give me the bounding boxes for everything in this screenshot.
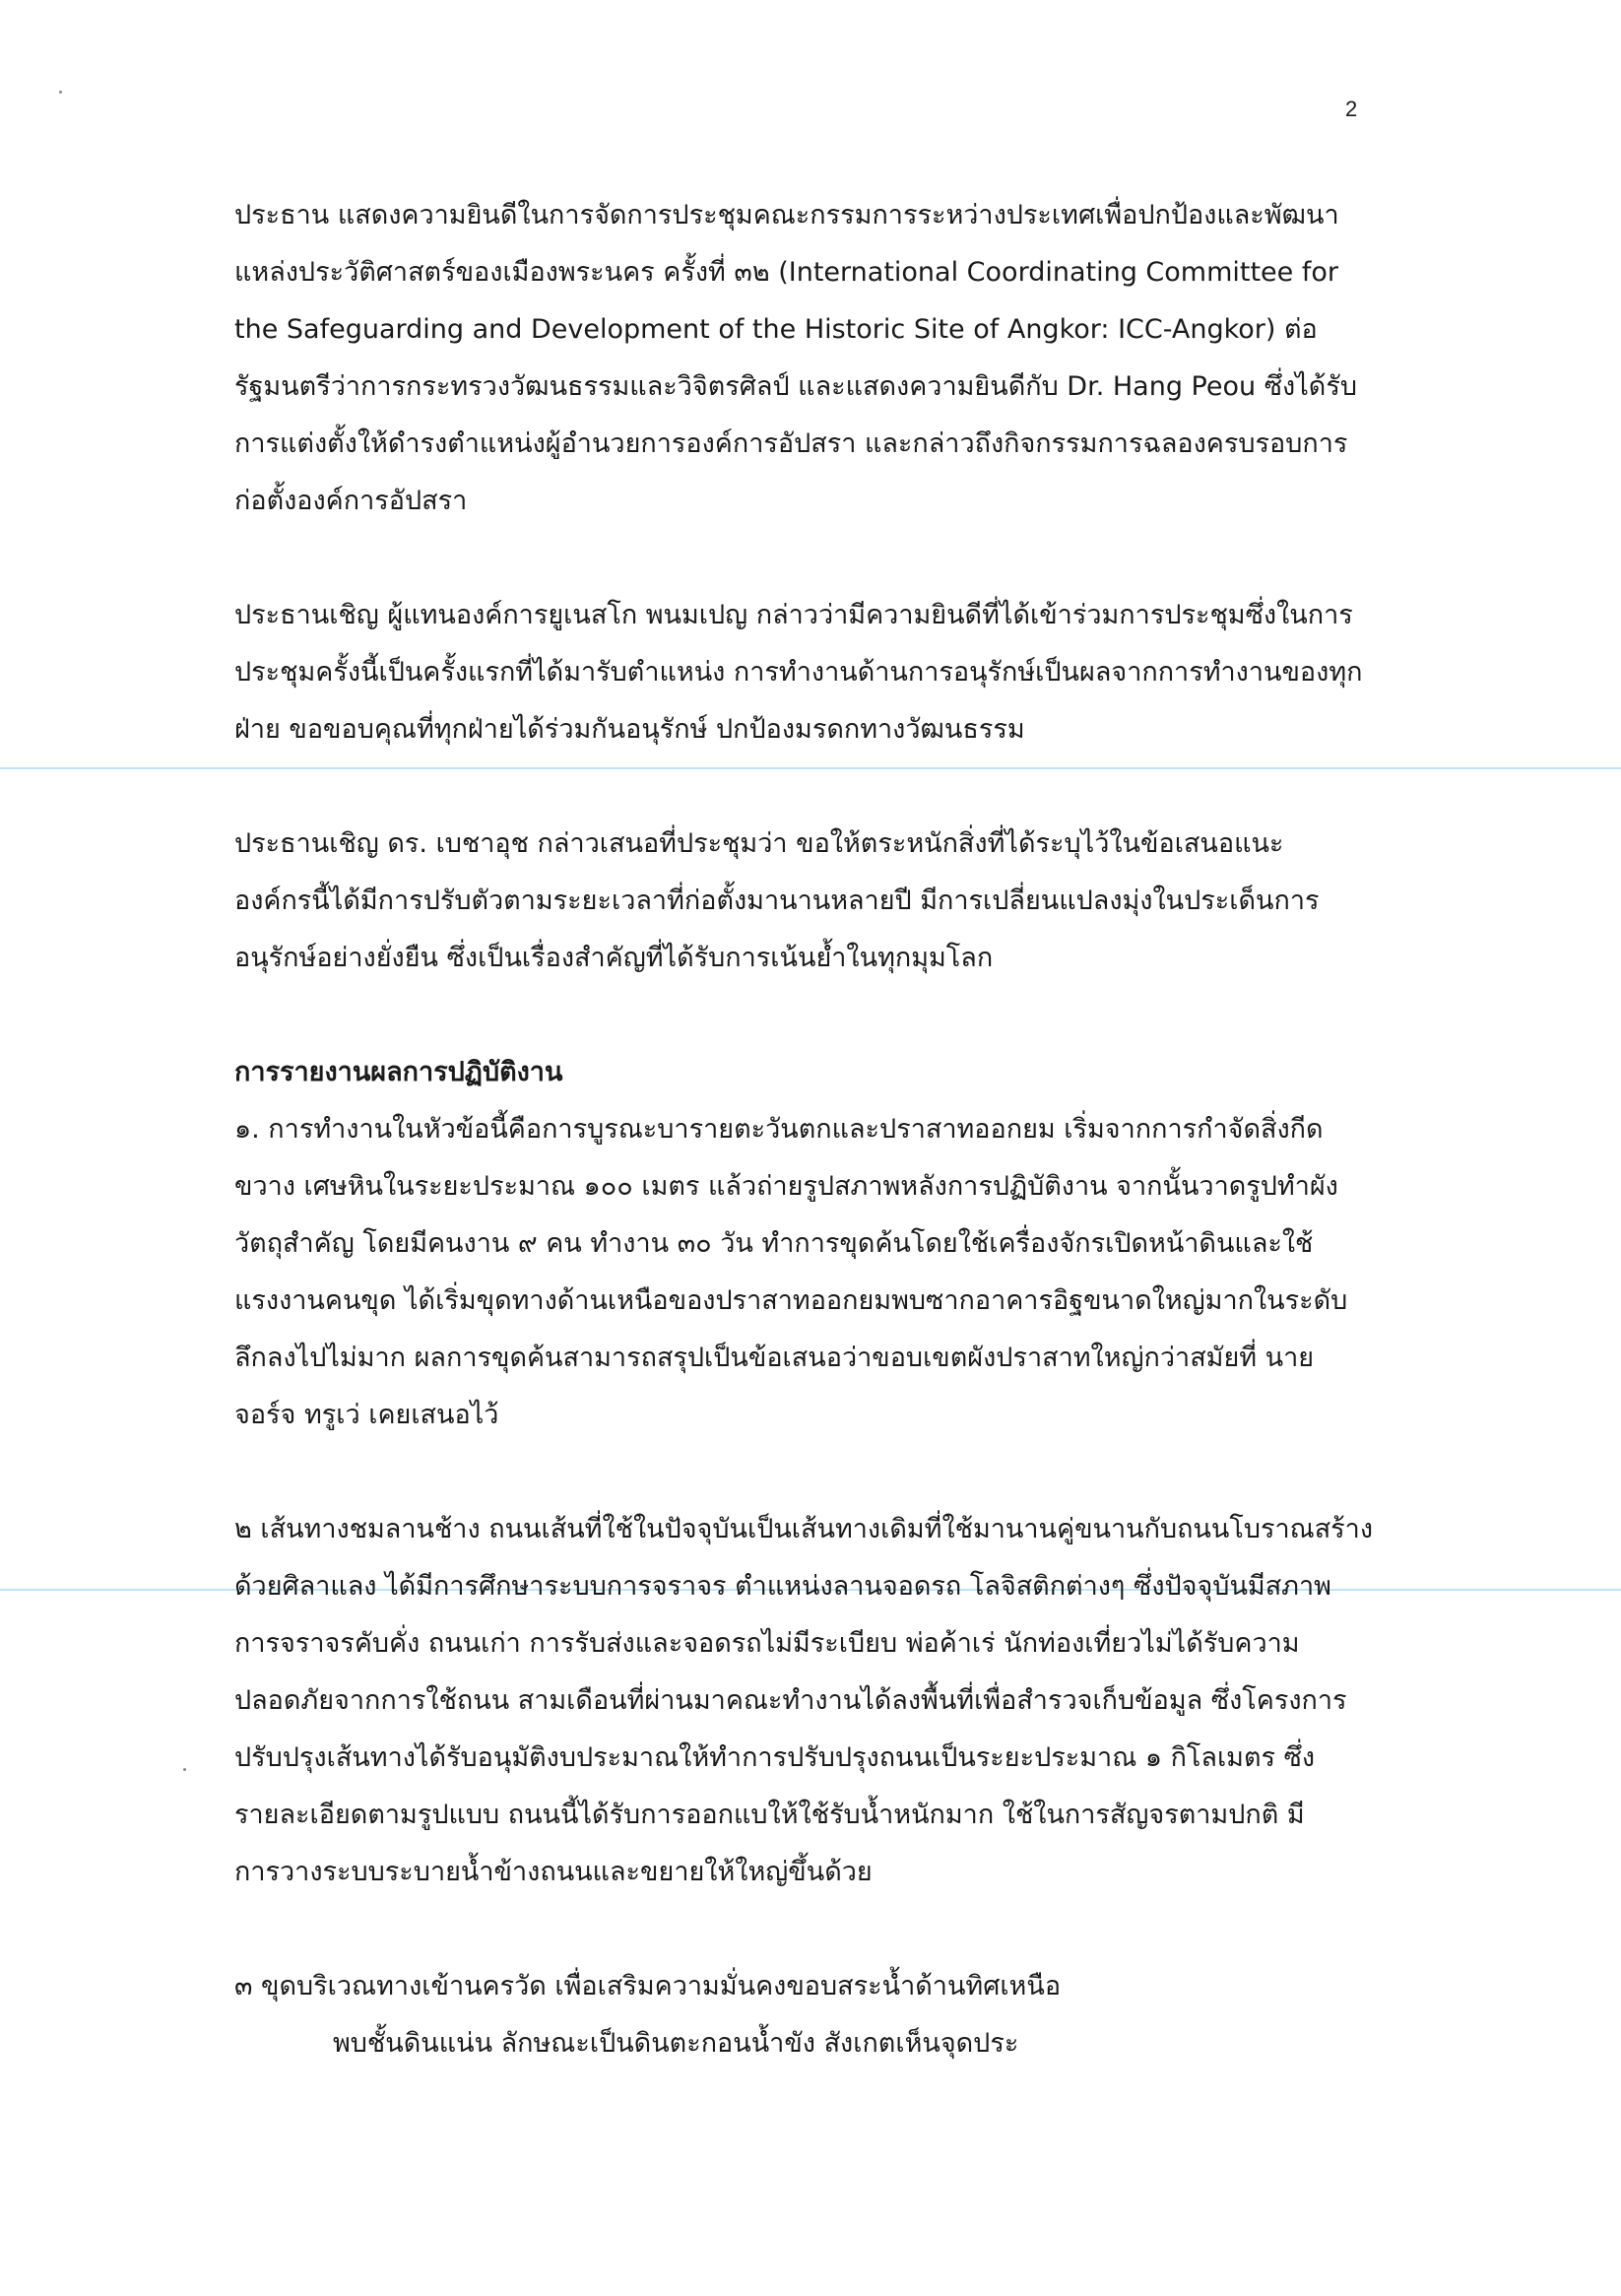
text-line: แหล่งประวัติศาสตร์ของเมืองพระนคร ครั้งที่ ๓๒ (International Coordinating Committee for [234,257,1338,288]
text-line: ๑. การทำงานในหัวข้อนี้คือการบูรณะบารายตะวันตกและปราสาทออกยม เริ่มจากการกำจัดสิ่งกีด [234,1114,1324,1145]
document-body [234,187,1374,2072]
scan-speck [183,1768,186,1771]
text-line: ด้วยศิลาแลง ได้มีการศึกษาระบบการจราจร ตำแหน่งลานจอดรถ โลจิสติกต่างๆ ซึ่งปัจจุบันมีสภาพ [234,1571,1331,1602]
text-line: ฝ่าย ขอขอบคุณที่ทุกฝ่ายได้ร่วมกันอนุรักษ์ ปกป้องมรดกทางวัฒนธรรม [234,714,1025,745]
text-line: ประธาน แสดงความยินดีในการจัดการประชุมคณะกรรมการระหว่างประเทศเพื่อปกป้องและพัฒนา [234,200,1339,230]
text-line: ประธานเชิญ ผู้แทนองค์การยูเนสโก พนมเปญ กล่าวว่ามีความยินดีที่ได้เข้าร่วมการประชุมซึ่งในการ [234,600,1353,630]
paragraph-dr-remarks [234,816,1357,987]
text-line: ลึกลงไปไม่มาก ผลการขุดค้นสามารถสรุปเป็นข้อเสนอว่าขอบเขตผังปราสาทใหญ่กว่าสมัยที่ นาย [234,1343,1315,1373]
text-line: การวางระบบระบายน้ำข้างถนนและขยายให้ใหญ่ขึ้นด้วย [234,1857,873,1887]
text-line: การจราจรคับคั่ง ถนนเก่า การรับส่งและจอดรถไม่มีระเบียบ พ่อค้าเร่ นักท่องเที่ยวไม่ได้รับความ [234,1628,1300,1659]
report-item-1 [234,1101,1357,1444]
text-line: แรงงานคนขุด ได้เริ่มขุดทางด้านเหนือของปราสาทออกยมพบซากอาคารอิฐขนาดใหญ่มากในระดับ [234,1285,1348,1316]
page-number: 2 [1345,97,1358,121]
text-line: ขวาง เศษหินในระยะประมาณ ๑๐๐ เมตร แล้วถ่ายรูปสภาพหลังการปฏิบัติงาน จากนั้นวาดรูปทำผัง [234,1171,1338,1202]
report-item-2 [234,1501,1374,1901]
text-line: ก่อตั้งองค์การอัปสรา [234,486,468,516]
text-line: จอร์จ ทรูเว่ เคยเสนอไว้ [234,1400,499,1430]
text-line: รายละเอียดตามรูปแบบ ถนนนี้ได้รับการออกแบให้ใช้รับน้ำหนักมาก ใช้ในการสัญจรตามปกติ มี [234,1800,1305,1830]
text-line: วัตถุสำคัญ โดยมีคนงาน ๙ คน ทำงาน ๓๐ วัน ทำการขุดค้นโดยใช้เครื่องจักรเปิดหน้าดินและใช้ [234,1228,1314,1259]
text-line: the Safeguarding and Development of the Historic Site of Angkor: ICC-Angkor) ต่อ [234,314,1318,345]
text-line: ปรับปรุงเส้นทางได้รับอนุมัติงบประมาณให้ทำการปรับปรุงถนนเป็นระยะประมาณ ๑ กิโลเมตร ซึ่ง [234,1742,1316,1773]
text-line: ปลอดภัยจากการใช้ถนน สามเดือนที่ผ่านมาคณะทำงานได้ลงพื้นที่เพื่อสำรวจเก็บข้อมูล ซึ่งโครงการ [234,1685,1347,1716]
text-line: ประธานเชิญ ดร. เบชาอุช กล่าวเสนอที่ประชุมว่า ขอให้ตระหนักสิ่งที่ได้ระบุไว้ในข้อเสนอแนะ [234,828,1284,859]
text-line: อนุรักษ์อย่างยั่งยืน ซึ่งเป็นเรื่องสำคัญที่ได้รับการเน้นย้ำในทุกมุมโลก [234,943,994,973]
paragraph-chairman-welcome [234,187,1357,530]
scan-speck [59,91,62,94]
paragraph-unesco-remarks [234,587,1363,758]
report-item-3 [234,1958,1357,2072]
text-line: การแต่งตั้งให้ดำรงตำแหน่งผู้อำนวยการองค์การอัปสรา และกล่าวถึงกิจกรรมการฉลองครบรอบการ [234,428,1348,459]
section-heading: การรายงานผลการปฏิบัติงาน [234,1057,563,1087]
text-line: รัฐมนตรีว่าการกระทรวงวัฒนธรรมและวิจิตรศิลป์ และแสดงความยินดีกับ Dr. Hang Peou ซึ่งได้รับ [234,371,1357,402]
text-line: พบชั้นดินแน่น ลักษณะเป็นดินตะกอนน้ำขัง สังเกตเห็นจุดประ [333,2028,1019,2059]
text-line: ประชุมครั้งนี้เป็นครั้งแรกที่ได้มารับตำแหน่ง การทำงานด้านการอนุรักษ์เป็นผลจากการทำงานของทุก [234,657,1363,688]
text-line: ๓ ขุดบริเวณทางเข้านครวัด เพื่อเสริมความมั่นคงขอบสระน้ำด้านทิศเหนือ [234,1971,1062,2001]
text-line: ๒ เส้นทางชมลานช้าง ถนนเส้นที่ใช้ในปัจจุบันเป็นเส้นทางเดิมที่ใช้มานานคู่ขนานกับถนนโบราณสร้าง [234,1514,1374,1544]
text-line: องค์กรนี้ได้มีการปรับตัวตามระยะเวลาที่ก่อตั้งมานานหลายปี มีการเปลี่ยนแปลงมุ่งในประเด็นการ [234,886,1320,916]
